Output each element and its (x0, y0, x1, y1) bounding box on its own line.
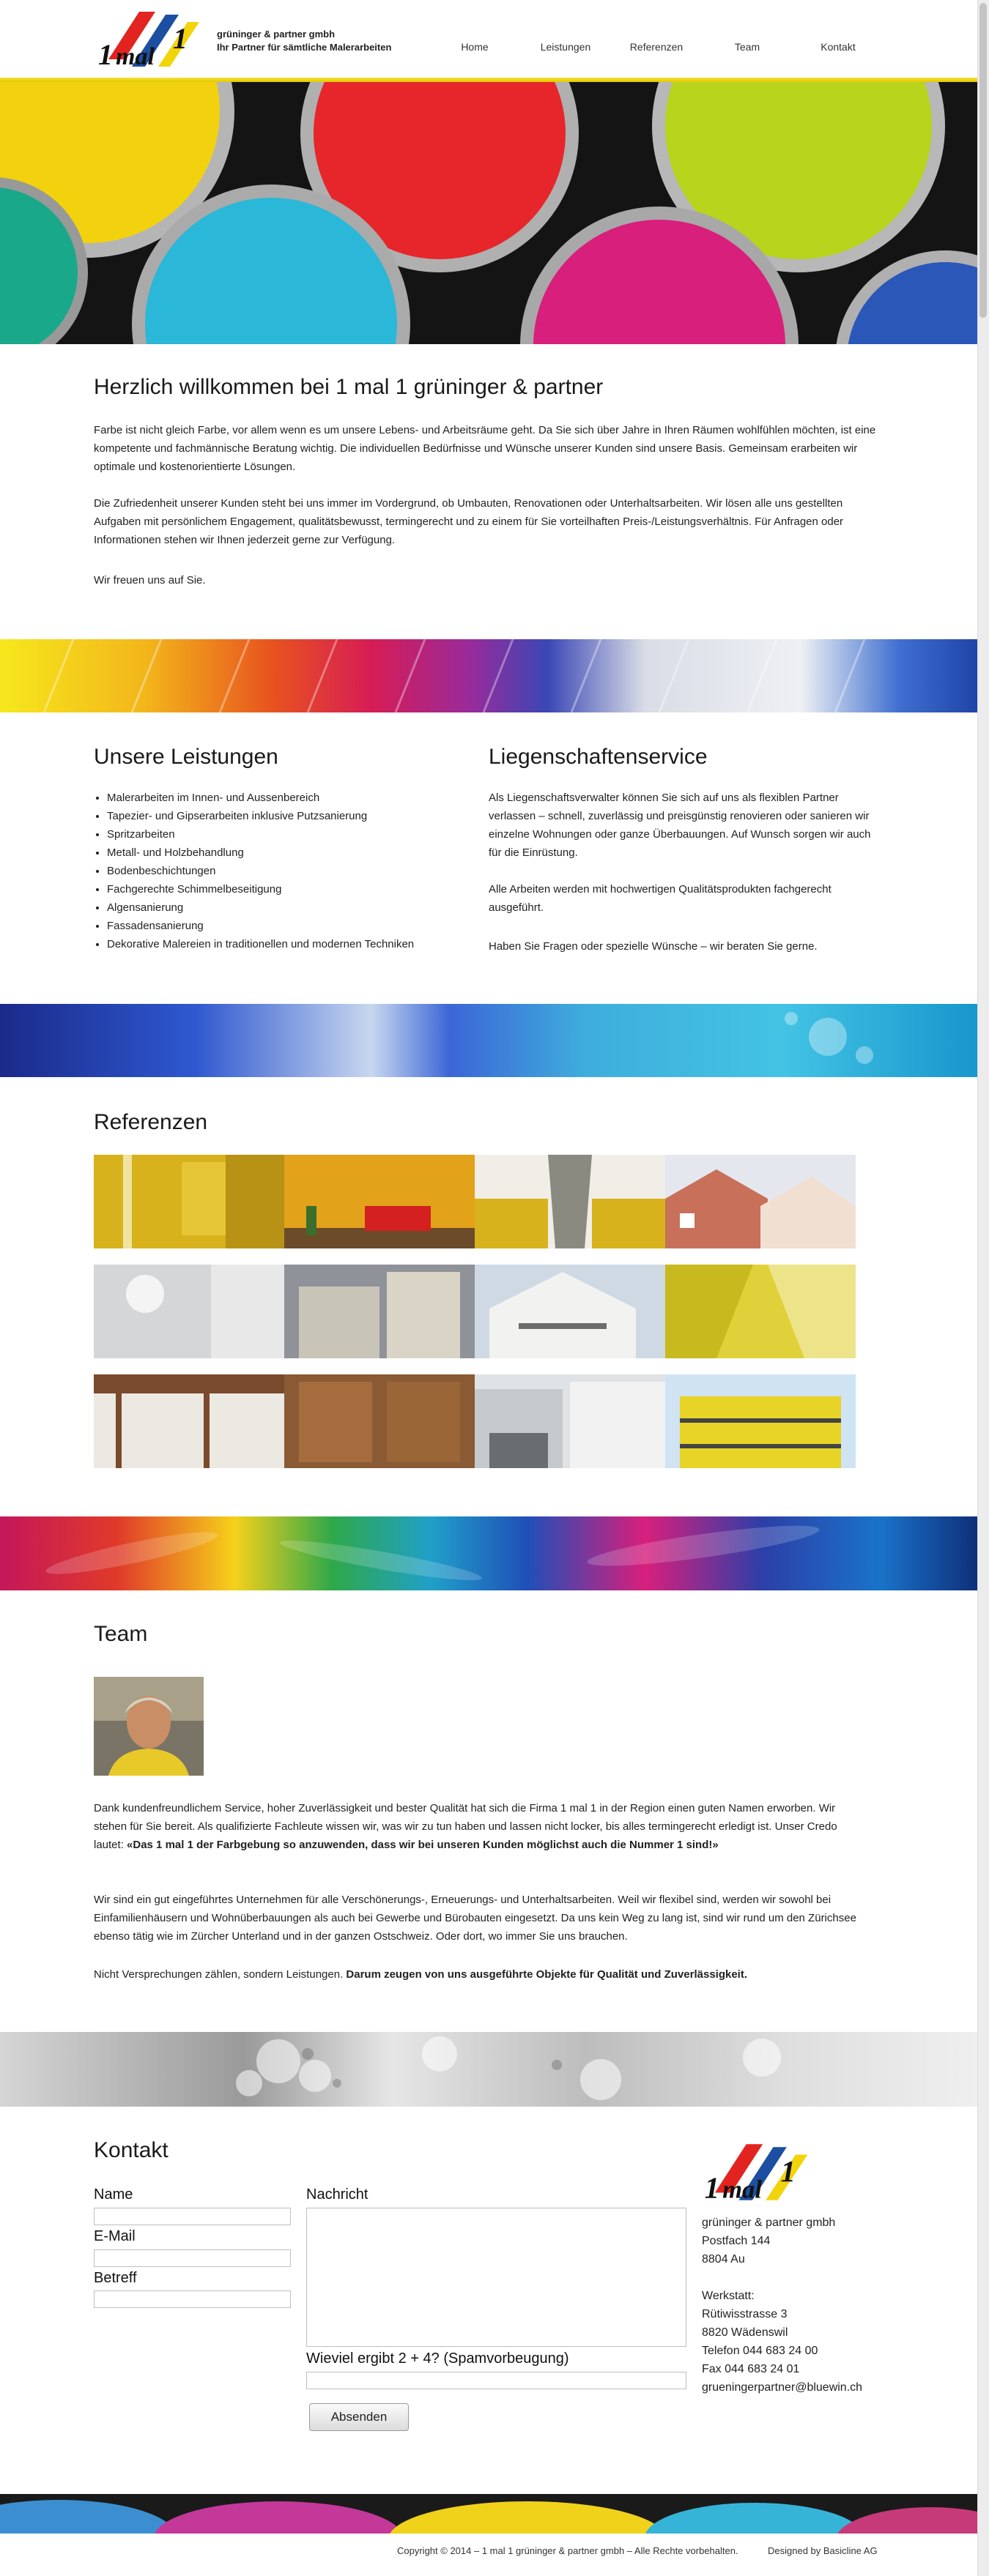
reference-thumbnail[interactable] (475, 1155, 665, 1248)
name-field[interactable] (94, 2208, 291, 2225)
workshop-phone: Telefon 044 683 24 00 (702, 2345, 818, 2357)
services-list-item: • Malerarbeiten im Innen- und Aussenbereich (107, 789, 488, 807)
welcome-paragraph-2: Die Zufriedenheit unserer Kunden steht bei uns immer im Vordergrund, ob Umbauten, Renovationen oder Unterhaltsarbeiten. Wir lösen alle uns gestellten Aufgaben mit persönlichem Engagement, qualitätsbewusst, termingerecht und zu einem für Sie vorteilhaften Preis-/Leistungsverhältnis. Für Anfragen oder Informationen stehen wir Ihnen jederzeit gerne zur Verfügung. (94, 497, 844, 546)
reference-thumbnail[interactable] (284, 1374, 475, 1468)
nav-home[interactable]: Home (461, 41, 489, 53)
team-title: Team (94, 1622, 148, 1646)
bottom-paint-cans-image (0, 2494, 977, 2534)
svg-text:mal: mal (116, 43, 155, 70)
services-list-item: • Algensanierung (107, 898, 488, 917)
property-paragraph-3: Haben Sie Fragen oder spezielle Wünsche – wir beraten Sie gerne. (489, 940, 818, 953)
workshop-street: Rütiwisstrasse 3 (702, 2308, 788, 2320)
reference-thumbnail[interactable] (284, 1155, 475, 1248)
contact-title: Kontakt (94, 2138, 168, 2162)
nav-referenzen[interactable]: Referenzen (629, 41, 684, 53)
reference-thumbnail[interactable] (665, 1155, 856, 1248)
workshop-city: 8820 Wädenswil (702, 2326, 788, 2339)
team-paragraph-1-text: Dank kundenfreundlichem Service, hoher Zuverlässigkeit und bester Qualität hat sich die Firma 1 mal 1 in der Region einen guten Namen erworben. Wir stehen für Sie bereit. Als qualifizierte Fachleute wissen wir, was wir zu tun haben und lassen nicht locker, bis alles termingerecht erledigt ist. Unser Credo lautet: (94, 1802, 837, 1851)
services-list-item: • Tapezier- und Gipserarbeiten inklusive Putzsanierung (107, 807, 488, 825)
reference-thumbnail[interactable] (94, 1265, 284, 1358)
contact-address (702, 2214, 862, 2397)
email-field[interactable] (94, 2249, 291, 2267)
services-title: Unsere Leistungen (94, 745, 278, 769)
services-list-item: • Bodenbeschichtungen (107, 862, 488, 880)
welcome-paragraph-3: Wir freuen uns auf Sie. (94, 574, 206, 587)
svg-text:mal: mal (722, 2175, 763, 2204)
address-city: 8804 Au (702, 2253, 745, 2266)
page-scrollbar[interactable] (977, 0, 989, 2576)
company-name: grüninger & partner gmbh (217, 29, 336, 40)
subject-label: Betreff (94, 2270, 137, 2286)
reference-thumbnail[interactable] (475, 1374, 665, 1468)
hero-paint-cans-image (0, 82, 977, 344)
services-list-item: • Dekorative Malereien in traditionellen und modernen Techniken (107, 935, 488, 953)
workshop-label: Werkstatt: (702, 2290, 755, 2302)
team-portrait-photo (94, 1677, 204, 1776)
paint-brushes-banner-image (0, 1516, 977, 1590)
references-gallery (94, 1155, 856, 1470)
company-name-block (217, 28, 391, 54)
message-label: Nachricht (306, 2186, 368, 2203)
workshop-fax: Fax 044 683 24 01 (702, 2363, 800, 2375)
services-list-item: • Fassadensanierung (107, 917, 488, 935)
name-label: Name (94, 2186, 133, 2203)
blue-paint-banner-image (0, 1004, 977, 1077)
company-tagline: Ihr Partner für sämtliche Malerarbeiten (217, 42, 392, 53)
message-textarea[interactable] (306, 2208, 686, 2347)
references-title: Referenzen (94, 1110, 208, 1134)
designer-prefix: Designed by (768, 2545, 823, 2556)
property-paragraph-1: Als Liegenschaftsverwalter können Sie sich auf uns als flexiblen Partner verlassen – schnell, zuverlässig und preisgünstig renovieren oder sanieren wir einzelne Wohnungen oder ganze Überbauungen. Auf Wunsch sorgen wir auch für die Einrüstung. (489, 792, 871, 859)
services-list-item: • Metall- und Holzbehandlung (107, 844, 488, 862)
reference-thumbnail[interactable] (94, 1374, 284, 1468)
contact-logo-icon (700, 2137, 812, 2210)
property-paragraph-2: Alle Arbeiten werden mit hochwertigen Qualitätsprodukten fachgerecht ausgeführt. (489, 883, 831, 914)
scrollbar-thumb[interactable] (979, 3, 987, 318)
nav-team[interactable]: Team (734, 41, 760, 53)
svg-text:1: 1 (780, 2155, 796, 2189)
welcome-paragraph-1: Farbe ist nicht gleich Farbe, vor allem wenn es um unsere Lebens- und Arbeitsräume geht. Da Sie sich über Jahre in Ihren Räumen wohlfühlen möchten, ist eine kompetente und fachmännische Beratung wichtig. Die individuellen Bedürfnisse und Wünsche unserer Kunden sind unsere Basis. Gemeinsam erarbeiten wir optimale und kostenorientierte Lösungen. (94, 424, 876, 473)
nav-leistungen[interactable]: Leistungen (540, 41, 591, 53)
designer-link[interactable]: Basicline AG (823, 2545, 878, 2556)
address-company: grüninger & partner gmbh (702, 2216, 836, 2229)
email-label: E-Mail (94, 2228, 136, 2244)
team-credo: «Das 1 mal 1 der Farbgebung so anzuwenden, dass wir bei unseren Kunden möglichst auch die Nummer 1 sind!» (127, 1839, 719, 1851)
reference-thumbnail[interactable] (94, 1155, 284, 1248)
svg-text:1: 1 (98, 38, 113, 71)
subject-field[interactable] (94, 2290, 291, 2308)
services-list (94, 789, 488, 953)
reference-thumbnail[interactable] (665, 1265, 856, 1358)
svg-text:1: 1 (173, 22, 188, 55)
plaster-texture-banner-image (0, 2032, 977, 2107)
spam-question-label: Wieviel ergibt 2 + 4? (Spamvorbeugung) (306, 2350, 569, 2367)
team-paragraph-2: Wir sind ein gut eingeführtes Unternehmen für alle Verschönerungs-, Erneuerungs- und Unterhaltsarbeiten. Weil wir flexibel sind, werden wir sowohl bei Einfamilienhäusern und Wohnüberbauungen als auch bei Gewerbe und Bürobauten eingesetzt. Da uns kein Weg zu lang ist, sind wir rund um den Zürichsee ebenso tätig wie im Zürcher Unterland und in der ganzen Ostschweiz. Oder dort, wo immer Sie uns brauchen. (94, 1894, 856, 1943)
nav-kontakt[interactable]: Kontakt (821, 41, 856, 53)
welcome-title: Herzlich willkommen bei 1 mal 1 grüninger & partner (94, 375, 604, 399)
property-service-title: Liegenschaftenservice (489, 745, 708, 769)
reference-thumbnail[interactable] (665, 1374, 856, 1468)
spam-answer-field[interactable] (306, 2372, 686, 2389)
designer-credit (768, 2545, 878, 2556)
services-list-item: • Fachgerechte Schimmelbeseitigung (107, 880, 488, 898)
team-paragraph-1 (94, 1799, 863, 1854)
team-paragraph-3-bold: Darum zeugen von uns ausgeführte Objekte für Qualität und Zuverlässigkeit. (346, 1968, 748, 1981)
site-header (0, 0, 977, 79)
reference-thumbnail[interactable] (284, 1265, 475, 1358)
logo-icon[interactable] (94, 4, 204, 76)
workshop-email-link[interactable]: grueningerpartner@bluewin.ch (702, 2381, 863, 2394)
send-button[interactable]: Absenden (309, 2403, 409, 2431)
team-paragraph-3 (94, 1965, 863, 1984)
services-list-item: • Spritzarbeiten (107, 825, 488, 844)
team-paragraph-3-text: Nicht Versprechungen zählen, sondern Leistungen. (94, 1968, 347, 1981)
address-po-box: Postfach 144 (702, 2235, 771, 2247)
copyright-text: Copyright © 2014 – 1 mal 1 grüninger & partner gmbh – Alle Rechte vorbehalten. (397, 2545, 738, 2556)
color-swatches-banner-image (0, 639, 977, 712)
reference-thumbnail[interactable] (475, 1265, 665, 1358)
svg-text:1: 1 (704, 2171, 719, 2205)
